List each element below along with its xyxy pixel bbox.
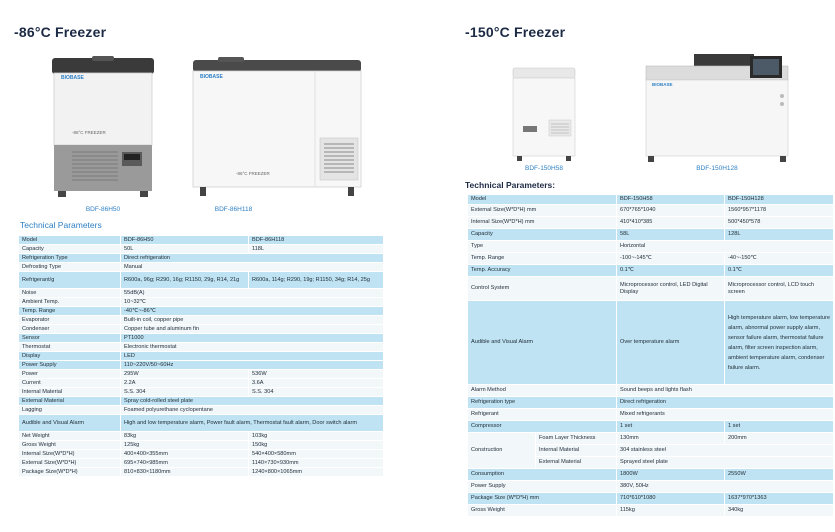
table-cell: 810×830×1180mm [121, 468, 249, 477]
table-row [468, 493, 834, 505]
table-cell: S.S. 304 [121, 388, 249, 397]
table-cell: Internal Material [536, 445, 617, 457]
table-cell: R600a, 96g; R290, 16g; R1150, 29g, R14, 21g [121, 272, 249, 289]
table-cell: Alarm Method [468, 385, 617, 397]
table-cell: Copper tube and aluminum fin [121, 325, 384, 334]
table-cell: BDF-150H128 [725, 195, 834, 205]
table-cell: 125kg [121, 441, 249, 450]
freezer-150h128-image [642, 52, 792, 164]
specs-table-86 [18, 235, 384, 477]
product-bdf-86h118 [190, 56, 365, 213]
table-cell: LED [121, 352, 384, 361]
table-row [19, 325, 384, 334]
table-row [468, 253, 834, 265]
table-row [19, 334, 384, 343]
table-cell: 304 stainless steel [617, 445, 834, 457]
table-cell: 1140×730×930mm [249, 459, 384, 468]
table-cell: Condenser [19, 325, 121, 334]
table-cell: Direct refrigeration [617, 397, 834, 409]
table-cell: Gross Weight [468, 505, 617, 517]
table-row [468, 397, 834, 409]
brand-logo: BIOBASE [200, 74, 223, 80]
table-row [468, 409, 834, 421]
table-cell: 150kg [249, 441, 384, 450]
table-cell: 500*450*578 [725, 217, 834, 229]
table-cell: 536W [249, 370, 384, 379]
table-cell: 58L [617, 229, 725, 241]
table-cell: Evaporator [19, 316, 121, 325]
table-cell: S.S. 304 [249, 388, 384, 397]
table-cell: 410*410*385 [617, 217, 725, 229]
table-cell: 3.6A [249, 379, 384, 388]
table-cell: 1800W [617, 469, 725, 481]
table-cell: 118L [249, 245, 384, 254]
table-cell: Built-in coil, copper pipe [121, 316, 384, 325]
freezer-150h58-image [509, 64, 579, 164]
table-cell: Control System [468, 277, 617, 301]
table-cell: Display [19, 352, 121, 361]
table-cell: Temp. Range [468, 253, 617, 265]
table-cell: Construction [468, 433, 536, 469]
table-cell: 400×400×355mm [121, 450, 249, 459]
model-label: BDF-150H58 [525, 165, 563, 172]
table-cell: Horizontal [617, 241, 834, 253]
table-cell: Manual [121, 263, 384, 272]
table-cell: Power Supply [468, 481, 617, 493]
table-cell: 115kg [617, 505, 725, 517]
table-cell: 50L [121, 245, 249, 254]
table-cell: -100~-145℃ [617, 253, 725, 265]
table-cell: Direct refrigeration [121, 254, 384, 263]
table-cell: Internal Size(W*D*H) mm [468, 217, 617, 229]
table-cell: Internal Material [19, 388, 121, 397]
table-cell: 103kg [249, 432, 384, 441]
table-cell: Capacity [468, 229, 617, 241]
section-title-86: -86°C Freezer [14, 24, 107, 40]
table-cell: High and low temperature alarm, Power fault alarm, Thermostat fault alarm, Door switch alarm [121, 415, 384, 432]
table-cell: Sound beeps and lights flash [617, 385, 834, 397]
table-cell: Defrosting Type [19, 263, 121, 272]
brand-logo: BIOBASE [652, 82, 673, 87]
table-cell: Model [468, 195, 617, 205]
table-row [468, 241, 834, 253]
table-cell: Refrigeration Type [19, 254, 121, 263]
table-cell: External Material [536, 457, 617, 469]
table-cell: Net Weight [19, 432, 121, 441]
table-cell: Type [468, 241, 617, 253]
model-label: BDF-150H128 [696, 165, 738, 172]
table-row [468, 433, 834, 445]
table-cell: 710*610*1080 [617, 493, 725, 505]
table-cell: -40~-150℃ [725, 253, 834, 265]
table-cell: 1 set [617, 421, 725, 433]
table-row [468, 481, 834, 493]
table-row [19, 388, 384, 397]
table-row [468, 205, 834, 217]
table-row [19, 441, 384, 450]
table-cell: 0.1℃ [617, 265, 725, 277]
table-cell: 1560*957*1178 [725, 205, 834, 217]
table-row [19, 263, 384, 272]
table-cell: Sensor [19, 334, 121, 343]
table-cell: Lagging [19, 406, 121, 415]
table-cell: Thermostat [19, 343, 121, 352]
table-cell: Refrigeration type [468, 397, 617, 409]
table-cell: Foamed polyurethane cyclopentane [121, 406, 384, 415]
table-cell: 83kg [121, 432, 249, 441]
table-cell: Capacity [19, 245, 121, 254]
table-cell: Microprocessor control, LED Digital Display [617, 277, 725, 301]
table-cell: 2550W [725, 469, 834, 481]
table-cell: 670*765*1040 [617, 205, 725, 217]
table-cell: Electronic thermostat [121, 343, 384, 352]
table-cell: BDF-86H118 [249, 236, 384, 245]
table-cell: External Size(W*D*H) mm [468, 205, 617, 217]
table-row [468, 385, 834, 397]
table-row [19, 272, 384, 289]
table-cell: -40℃~-86℃ [121, 307, 384, 316]
specs-table-150 [467, 194, 834, 517]
table-cell: BDF-86H50 [121, 236, 249, 245]
table-cell: 540×400×580mm [249, 450, 384, 459]
table-cell: 340kg [725, 505, 834, 517]
table-cell: Sprayed steel plate [617, 457, 834, 469]
table-cell: 55dB(A) [121, 289, 384, 298]
table-cell: Mixed refrigerants [617, 409, 834, 421]
table-cell: 1 set [725, 421, 834, 433]
table-row [19, 361, 384, 370]
table-cell: 1637*970*1363 [725, 493, 834, 505]
section-title-150: -150°C Freezer [465, 24, 566, 40]
table-cell: Spray cold-rolled steel plate [121, 397, 384, 406]
table-cell: Audible and Visual Alarm [19, 415, 121, 432]
table-cell: 110~220V/50~60Hz [121, 361, 384, 370]
table-cell: 380V, 50Hz [617, 481, 834, 493]
table-cell: 1240×800×1065mm [249, 468, 384, 477]
table-cell: Power Supply [19, 361, 121, 370]
table-cell: External Material [19, 397, 121, 406]
table-row [19, 245, 384, 254]
product-bdf-150h58 [509, 64, 579, 179]
table-cell: Audible and Visual Alarm [468, 301, 617, 385]
table-cell: 200mm [725, 433, 834, 445]
table-cell: 695×740×985mm [121, 459, 249, 468]
panel-text: -86°C FREEZER [72, 130, 106, 135]
table-cell: 0.1℃ [725, 265, 834, 277]
table-row [19, 468, 384, 477]
table-cell: PT1000 [121, 334, 384, 343]
table-row [468, 421, 834, 433]
table-row [19, 450, 384, 459]
table-cell: Package Size(W*D*H) [19, 468, 121, 477]
product-bdf-86h50 [48, 56, 158, 213]
table-row [19, 307, 384, 316]
table-row [19, 432, 384, 441]
table-row [19, 254, 384, 263]
table-cell: 128L [725, 229, 834, 241]
table-cell: BDF-150H58 [617, 195, 725, 205]
table-row [468, 277, 834, 301]
table-cell: Power [19, 370, 121, 379]
table-cell: Foam Layer Thickness [536, 433, 617, 445]
table-row [19, 415, 384, 432]
table-row [468, 469, 834, 481]
table-row [19, 379, 384, 388]
table-cell: Internal Size(W*D*H) [19, 450, 121, 459]
table-row [468, 505, 834, 517]
table-row [468, 229, 834, 241]
table-cell: Package Size (W*D*H) mm [468, 493, 617, 505]
table-row [19, 370, 384, 379]
table-cell: Current [19, 379, 121, 388]
table-header [19, 236, 384, 245]
table-cell: External Size(W*D*H) [19, 459, 121, 468]
table-cell: Microprocessor control, LCD touch screen [725, 277, 834, 301]
table-row [468, 217, 834, 229]
table-row [468, 301, 834, 385]
table-cell: Temp. Accuracy [468, 265, 617, 277]
table-row [19, 289, 384, 298]
table-cell: High temperature alarm, low temperature alarm, abnormal power supply alarm, sensor failure alarm, thermostat failure alarm, filter screen inspection alarm, ambient temperature alarm, condenser failure alarm. [725, 301, 834, 385]
brand-logo: BIOBASE [61, 75, 84, 81]
table-row [19, 406, 384, 415]
table-cell: 10~32℃ [121, 298, 384, 307]
params-title-150: Technical Parameters: [465, 180, 556, 190]
params-title-86: Technical Parameters [20, 220, 102, 230]
table-row [19, 397, 384, 406]
table-row [19, 459, 384, 468]
table-row [468, 265, 834, 277]
panel-text: -86°C FREEZER [236, 171, 270, 176]
table-cell: R600a, 114g; R290, 19g; R1150, 34g; R14, 25g [249, 272, 384, 289]
table-cell: Model [19, 236, 121, 245]
table-cell: Gross Weight [19, 441, 121, 450]
table-cell: Ambient Temp. [19, 298, 121, 307]
table-cell: Noise [19, 289, 121, 298]
table-cell: Refrigerant [468, 409, 617, 421]
table-cell: Consumption [468, 469, 617, 481]
table-cell: Refrigerant/g [19, 272, 121, 289]
table-row [19, 316, 384, 325]
product-bdf-150h128 [642, 52, 792, 177]
table-cell: Temp. Range [19, 307, 121, 316]
table-cell: Compressor [468, 421, 617, 433]
table-cell: 295W [121, 370, 249, 379]
table-row [19, 298, 384, 307]
table-cell: 130mm [617, 433, 725, 445]
table-cell: 2.2A [121, 379, 249, 388]
table-row [19, 343, 384, 352]
table-cell: Over temperature alarm [617, 301, 725, 385]
model-label: BDF-86H118 [214, 206, 253, 213]
model-label: BDF-86H50 [85, 206, 121, 213]
table-header [468, 195, 834, 205]
table-row [19, 352, 384, 361]
